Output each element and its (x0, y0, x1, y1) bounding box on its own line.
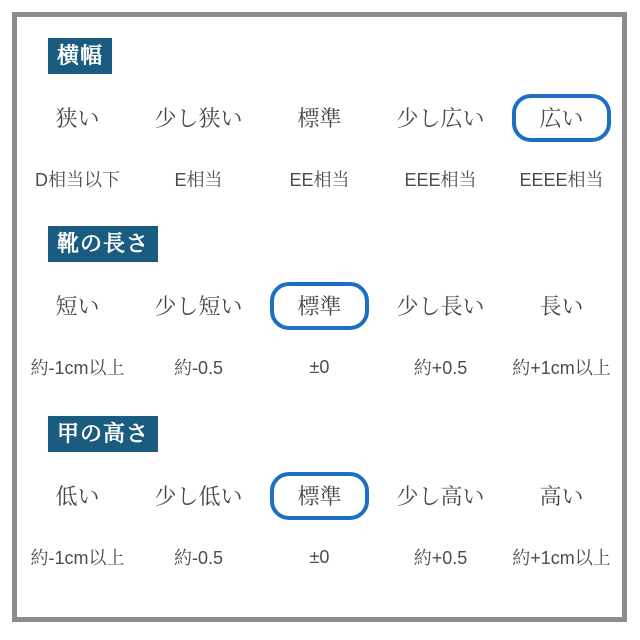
option-sub: EEEE相当 (519, 170, 604, 190)
option-label: 低い (55, 484, 100, 509)
option-cell (259, 94, 380, 142)
option-label: 狭い (55, 106, 100, 131)
option-sub-cell (138, 544, 259, 570)
option-label: 少し低い (154, 484, 243, 509)
section-shoe-length-title-badge: 靴の長さ (48, 226, 158, 262)
option-cell (380, 94, 501, 142)
option-sub-cell (17, 166, 138, 192)
option-sub: E相当 (174, 170, 223, 190)
option-label: 少し短い (154, 294, 243, 319)
option-label-selected: 標準 (270, 282, 369, 330)
option-label: 少し広い (396, 106, 485, 131)
section-width (17, 38, 622, 192)
option-sub-cell (501, 544, 622, 570)
option-sub: 約-1cm以上 (30, 358, 125, 378)
option-sub-cell (259, 354, 380, 380)
option-sub: 約-1cm以上 (30, 548, 125, 568)
option-cell (501, 282, 622, 330)
option-sub: 約+0.5 (413, 358, 468, 378)
option-label-selected: 広い (512, 94, 611, 142)
option-cell (380, 472, 501, 520)
option-sub: D相当以下 (35, 170, 120, 190)
option-sub: ±0 (309, 356, 330, 377)
option-sub: 約+0.5 (413, 548, 468, 568)
option-sub-cell (501, 166, 622, 192)
option-cell (380, 282, 501, 330)
option-sub: 約-0.5 (173, 548, 224, 568)
option-sub-cell (380, 166, 501, 192)
option-cell (17, 472, 138, 520)
section-instep-height-title-badge: 甲の高さ (48, 416, 158, 452)
option-sub-cell (501, 354, 622, 380)
option-label: 短い (55, 294, 100, 319)
option-cell (138, 94, 259, 142)
option-cell (501, 94, 622, 142)
option-sub-cell (259, 166, 380, 192)
option-cell (259, 282, 380, 330)
option-sub-cell (138, 354, 259, 380)
option-sub-cell (380, 354, 501, 380)
shoe-fit-chart (12, 12, 627, 622)
section-width-title-badge: 横幅 (48, 38, 112, 74)
option-sub-cell (380, 544, 501, 570)
option-cell (501, 472, 622, 520)
option-sub-cell (259, 544, 380, 570)
option-label: 少し長い (396, 294, 485, 319)
section-width-subs-row (17, 166, 622, 192)
option-sub: 約+1cm以上 (512, 548, 611, 568)
option-sub: 約-0.5 (173, 358, 224, 378)
section-shoe-length (17, 226, 622, 380)
option-cell (138, 282, 259, 330)
option-sub: EEE相当 (404, 170, 477, 190)
option-label: 標準 (297, 106, 342, 131)
option-cell (17, 94, 138, 142)
option-label: 長い (539, 294, 584, 319)
section-shoe-length-options-row (17, 282, 622, 330)
section-shoe-length-subs-row (17, 354, 622, 380)
option-label: 少し高い (396, 484, 485, 509)
option-label-selected: 標準 (270, 472, 369, 520)
option-sub-cell (17, 544, 138, 570)
option-cell (138, 472, 259, 520)
option-label: 少し狭い (154, 106, 243, 131)
section-width-options-row (17, 94, 622, 142)
section-instep-height (17, 416, 622, 570)
option-sub: EE相当 (289, 170, 350, 190)
option-cell (259, 472, 380, 520)
option-label: 高い (539, 484, 584, 509)
option-sub: 約+1cm以上 (512, 358, 611, 378)
section-instep-height-subs-row (17, 544, 622, 570)
section-instep-height-options-row (17, 472, 622, 520)
option-sub-cell (17, 354, 138, 380)
option-sub: ±0 (309, 546, 330, 567)
option-cell (17, 282, 138, 330)
option-sub-cell (138, 166, 259, 192)
